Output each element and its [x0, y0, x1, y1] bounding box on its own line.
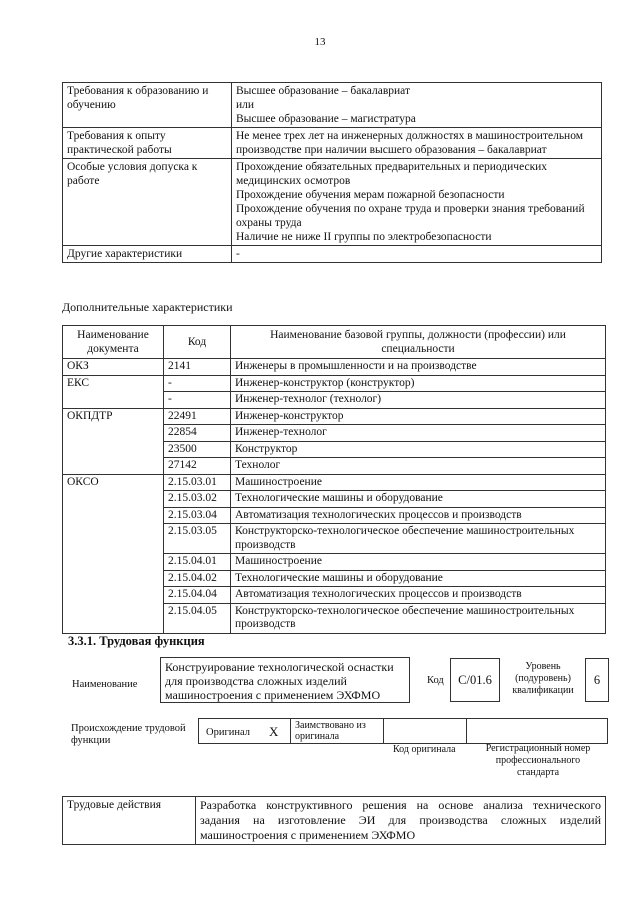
original-label: Оригинал: [206, 727, 250, 738]
actions-text: Разработка конструктивного решения на основе анализа технического задания на изготовление ЭИ для производства сложных изделий машиностроения с применением ЭХФМО: [196, 797, 606, 845]
requirement-label: Особые условия допуска к работе: [63, 159, 232, 246]
doc-cell: ЕКС: [63, 375, 164, 392]
name-cell: Автоматизация технологических процессов и производств: [231, 507, 606, 524]
table-row: [63, 83, 602, 128]
code-original-label: Код оригинала: [393, 744, 456, 755]
table-row: [63, 425, 606, 442]
actions-label: Трудовые действия: [63, 797, 196, 845]
requirement-value: [232, 246, 602, 263]
code-cell: 27142: [164, 458, 231, 475]
table-row: [63, 392, 606, 409]
original-mark: X: [269, 724, 279, 739]
doc-cell: [63, 491, 164, 508]
name-cell: Конструкторско-технологическое обеспечение машиностроительных производств: [231, 603, 606, 633]
name-cell: Инженер-технолог: [231, 425, 606, 442]
requirement-line: Прохождение обучения мерам пожарной безопасности: [236, 189, 505, 201]
doc-cell: [63, 570, 164, 587]
table-row: [63, 554, 606, 571]
code-cell: 2.15.04.01: [164, 554, 231, 571]
requirement-line: Прохождение обязательных предварительных и периодических медицинских осмотров: [236, 161, 548, 187]
name-cell: Машиностроение: [231, 554, 606, 571]
code-label: Код: [427, 675, 444, 686]
code-cell: 2141: [164, 359, 231, 376]
table-row: [63, 587, 606, 604]
requirements-table: [62, 82, 602, 263]
code-cell: 2.15.04.05: [164, 603, 231, 633]
code-cell: 2.15.03.01: [164, 474, 231, 491]
name-cell: Технологические машины и оборудование: [231, 491, 606, 508]
code-cell: 22854: [164, 425, 231, 442]
doc-cell: [63, 507, 164, 524]
table-row: [63, 359, 606, 376]
table-row: [63, 603, 606, 633]
doc-cell: [63, 441, 164, 458]
table-row: [63, 474, 606, 491]
function-code-box: C/01.6: [450, 658, 500, 702]
name-cell: Конструкторско-технологическое обеспечение машиностроительных производств: [231, 524, 606, 554]
requirement-label: Требования к образованию и обучению: [63, 83, 232, 128]
code-cell: 2.15.03.04: [164, 507, 231, 524]
additional-characteristics-title: Дополнительные характеристики: [62, 300, 233, 314]
doc-cell: [63, 425, 164, 442]
table-row: [63, 159, 602, 246]
divider: [290, 719, 291, 743]
table-row: [63, 570, 606, 587]
requirement-line: Наличие не ниже II группы по электробезопасности: [236, 231, 492, 243]
code-cell: 2.15.04.04: [164, 587, 231, 604]
reg-number-label: Регистрационный номер профессионального стандарта: [485, 743, 591, 778]
header-name: Наименование базовой группы, должности (профессии) или специальности: [231, 326, 606, 359]
code-cell: 2.15.03.02: [164, 491, 231, 508]
name-cell: Инженер-конструктор: [231, 408, 606, 425]
doc-cell: [63, 587, 164, 604]
requirement-line: -: [236, 248, 240, 260]
level-label: Уровень (подуровень) квалификации: [512, 661, 574, 696]
requirement-line: Высшее образование – магистратура: [236, 113, 416, 125]
name-cell: Технологические машины и оборудование: [231, 570, 606, 587]
name-cell: Инженер-технолог (технолог): [231, 392, 606, 409]
function-name-box: Конструирование технологической оснастки для производства сложных изделий машиностроения с применением ЭХФМО: [160, 657, 410, 703]
doc-cell: [63, 524, 164, 554]
requirement-line: Не менее трех лет на инженерных должностях в машиностроительном производстве при наличии высшего образования – бакалавриат: [236, 130, 584, 156]
header-code: Код: [164, 326, 231, 359]
name-label: Наименование: [72, 679, 138, 690]
name-cell: Инженеры в промышленности и на производстве: [231, 359, 606, 376]
table-row: [63, 128, 602, 159]
doc-cell: [63, 554, 164, 571]
doc-cell: ОКПДТР: [63, 408, 164, 425]
borrowed-label: Заимствовано из оригинала: [295, 720, 366, 742]
requirement-value: [232, 128, 602, 159]
code-cell: 2.15.03.05: [164, 524, 231, 554]
code-cell: -: [164, 375, 231, 392]
table-row: [63, 524, 606, 554]
doc-cell: [63, 392, 164, 409]
origin-label: Происхождение трудовой функции: [71, 723, 186, 746]
table-header-row: [63, 326, 606, 359]
name-cell: Конструктор: [231, 441, 606, 458]
code-cell: -: [164, 392, 231, 409]
doc-cell: [63, 458, 164, 475]
function-heading: 3.3.1. Трудовая функция: [68, 634, 205, 648]
doc-cell: [63, 603, 164, 633]
table-row: [63, 491, 606, 508]
table-row: [63, 408, 606, 425]
name-cell: Инженер-конструктор (конструктор): [231, 375, 606, 392]
table-row: [63, 458, 606, 475]
divider: [383, 719, 384, 743]
requirement-label: Требования к опыту практической работы: [63, 128, 232, 159]
table-row: [63, 246, 602, 263]
requirement-label: Другие характеристики: [63, 246, 232, 263]
code-cell: 23500: [164, 441, 231, 458]
labor-actions-table: [62, 796, 606, 845]
doc-cell: ОКСО: [63, 474, 164, 491]
table-row: [63, 441, 606, 458]
origin-box: [198, 718, 608, 744]
additional-characteristics-table: [62, 325, 606, 634]
page-number: 13: [314, 36, 326, 48]
header-document: Наименование документа: [63, 326, 164, 359]
name-cell: Технолог: [231, 458, 606, 475]
code-cell: 2.15.04.02: [164, 570, 231, 587]
code-cell: 22491: [164, 408, 231, 425]
table-row: [63, 507, 606, 524]
level-value-box: 6: [585, 658, 609, 702]
name-cell: Автоматизация технологических процессов и производств: [231, 587, 606, 604]
requirement-line: Прохождение обучения по охране труда и проверки знания требований охраны труда: [236, 203, 585, 229]
table-row: [63, 797, 606, 845]
requirement-value: [232, 159, 602, 246]
requirement-line: Высшее образование – бакалавриат: [236, 85, 410, 97]
table-row: [63, 375, 606, 392]
requirement-value: [232, 83, 602, 128]
doc-cell: ОКЗ: [63, 359, 164, 376]
name-cell: Машиностроение: [231, 474, 606, 491]
requirement-line: или: [236, 99, 255, 111]
divider: [466, 719, 467, 743]
